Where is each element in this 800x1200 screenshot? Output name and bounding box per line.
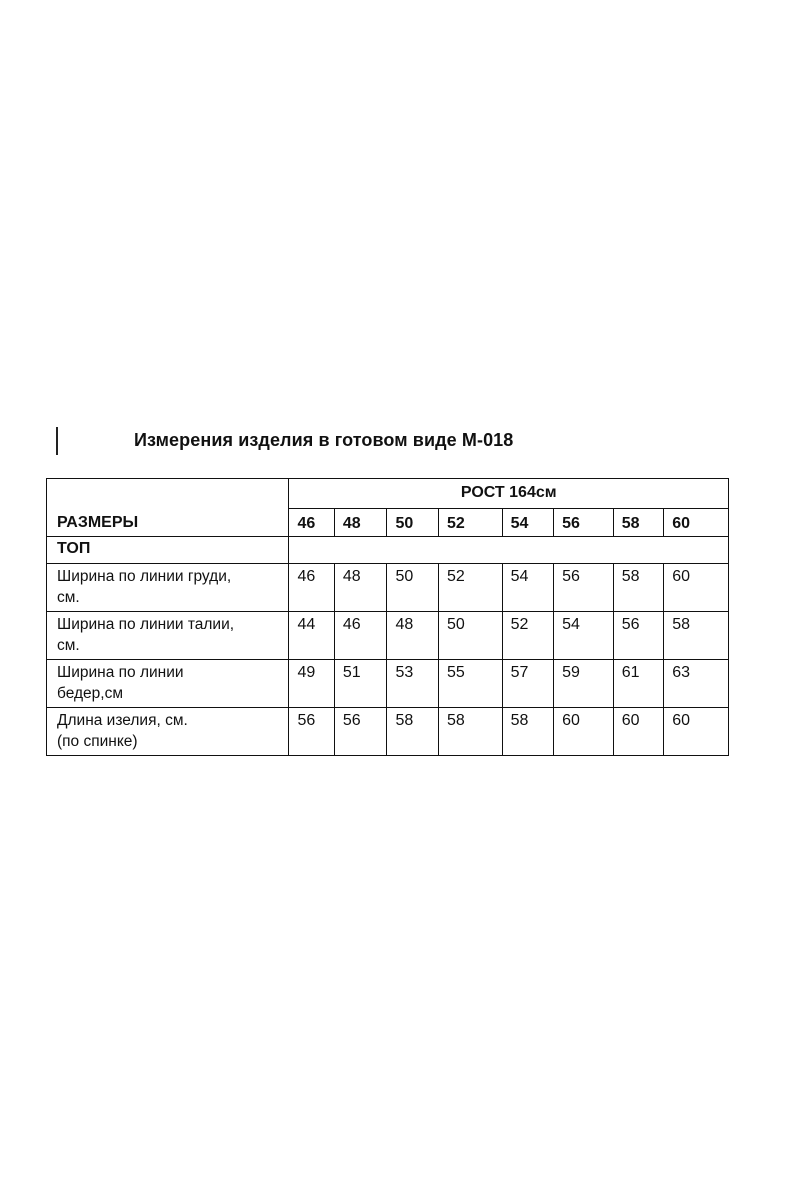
measurement-label-cell [47, 660, 289, 708]
measurement-value-cell: 60 [664, 564, 729, 612]
measurement-value-cell: 58 [502, 708, 554, 756]
measurement-label-cell [47, 708, 289, 756]
measurement-label-cell [47, 564, 289, 612]
measurement-value-cell: 52 [438, 564, 502, 612]
measurement-label-line: см. [57, 637, 80, 654]
size-header-cell: 52 [438, 509, 502, 537]
measurement-label-line: (по спинке) [57, 733, 138, 750]
measurement-label-cell [47, 612, 289, 660]
measurement-value-cell: 49 [289, 660, 334, 708]
measurement-value-cell: 58 [438, 708, 502, 756]
measurement-value-cell: 44 [289, 612, 334, 660]
measurement-value-cell: 50 [438, 612, 502, 660]
size-header-cell: 48 [334, 509, 387, 537]
measurement-value-cell: 60 [613, 708, 664, 756]
measurement-value-cell: 54 [554, 612, 614, 660]
size-chart-table [46, 478, 729, 756]
size-header-cell: 50 [387, 509, 439, 537]
measurement-value-cell: 60 [554, 708, 614, 756]
table-row [47, 564, 729, 612]
measurement-value-cell: 55 [438, 660, 502, 708]
measurement-value-cell: 51 [334, 660, 387, 708]
measurement-value-cell: 56 [554, 564, 614, 612]
size-header-cell: 46 [289, 509, 334, 537]
section-label-cell: ТОП [47, 537, 289, 564]
measurement-value-cell: 56 [613, 612, 664, 660]
height-header-row [47, 479, 729, 509]
measurement-label-line: Длина изелия, см. [57, 712, 188, 729]
document-title: Измерения изделия в готовом виде М-018 [134, 430, 514, 450]
measurement-label-line: бедер,см [57, 685, 123, 702]
height-header-cell: РОСТ 164см [289, 479, 729, 509]
measurement-label-line: Ширина по линии груди, [57, 568, 232, 585]
size-header-cell: 60 [664, 509, 729, 537]
measurement-value-cell: 60 [664, 708, 729, 756]
table-row [47, 708, 729, 756]
measurement-value-cell: 48 [334, 564, 387, 612]
measurement-value-cell: 58 [613, 564, 664, 612]
measurement-value-cell: 53 [387, 660, 439, 708]
size-header-cell: 58 [613, 509, 664, 537]
measurement-value-cell: 57 [502, 660, 554, 708]
measurement-value-cell: 61 [613, 660, 664, 708]
measurement-value-cell: 48 [387, 612, 439, 660]
measurement-value-cell: 63 [664, 660, 729, 708]
measurement-label-line: см. [57, 589, 80, 606]
sizes-header-cell: РАЗМЕРЫ [47, 479, 289, 537]
measurement-value-cell: 56 [334, 708, 387, 756]
text-cursor [56, 427, 58, 455]
measurement-value-cell: 46 [334, 612, 387, 660]
measurement-value-cell: 50 [387, 564, 439, 612]
section-row [47, 537, 729, 564]
measurement-value-cell: 58 [387, 708, 439, 756]
measurement-value-cell: 58 [664, 612, 729, 660]
measurement-value-cell: 56 [289, 708, 334, 756]
measurement-value-cell: 52 [502, 612, 554, 660]
measurement-value-cell: 54 [502, 564, 554, 612]
size-header-cell: 56 [554, 509, 614, 537]
measurement-value-cell: 46 [289, 564, 334, 612]
measurement-value-cell: 59 [554, 660, 614, 708]
table-row [47, 660, 729, 708]
measurement-label-line: Ширина по линии талии, [57, 616, 235, 633]
table-row [47, 612, 729, 660]
measurement-label-line: Ширина по линии [57, 664, 184, 681]
section-empty-cell [289, 537, 729, 564]
size-header-cell: 54 [502, 509, 554, 537]
